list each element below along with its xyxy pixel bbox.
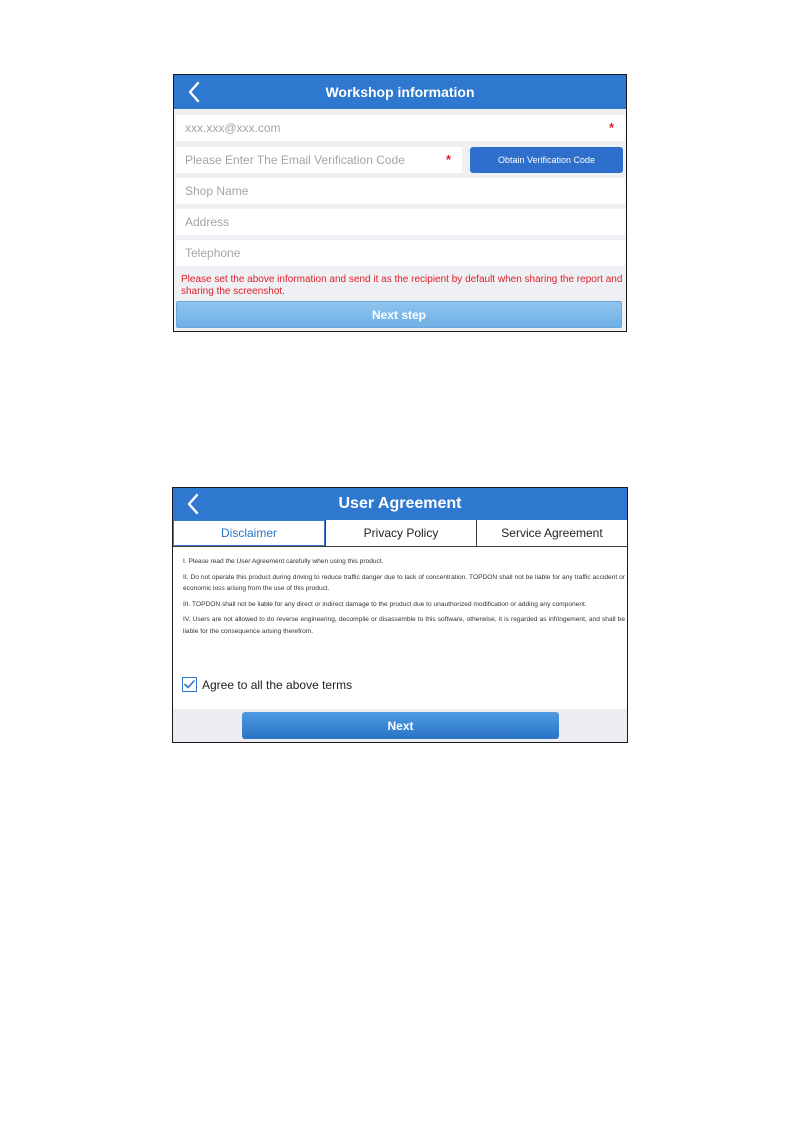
term-1: I. Please read the User Agreement carefully when using this product.: [183, 558, 384, 565]
verification-code-field[interactable]: [176, 147, 462, 173]
page-title: User Agreement: [338, 495, 462, 512]
tab-privacy-policy[interactable]: Privacy Policy: [325, 520, 476, 546]
agree-checkbox[interactable]: [182, 677, 197, 692]
term-3: III. TOPDON shall not be liable for any direct or indirect damage to the product due to unauthorized modification or adding any component.: [183, 600, 587, 608]
disclaimer-text: [183, 556, 625, 641]
verification-required-mark: *: [446, 152, 452, 167]
email-field[interactable]: [176, 115, 625, 141]
default-recipient-notice: Please set the above information and send it as the recipient by default when sharing the report and sharing the screenshot.: [181, 274, 623, 297]
term-2: II. Do not operate this product during driving to reduce traffic danger due to lack of concentration. TOPDON shall not be liable for any traffic accident or economic loss arising from the use of this product.: [183, 573, 625, 592]
user-agreement-screen: [172, 487, 628, 743]
tab-disclaimer[interactable]: Disclaimer: [173, 520, 325, 546]
obtain-verification-code-button[interactable]: Obtain Verification Code: [470, 147, 623, 173]
next-step-button[interactable]: Next step: [176, 301, 622, 328]
email-required-mark: *: [609, 120, 615, 135]
next-button[interactable]: Next: [242, 712, 559, 739]
agree-terms-row[interactable]: [182, 677, 352, 692]
telephone-field[interactable]: [176, 240, 625, 266]
agreement-tabs: [173, 520, 627, 547]
title-bar: [173, 488, 627, 520]
title-bar: [174, 75, 626, 109]
workshop-information-screen: [173, 74, 627, 332]
tab-service-agreement[interactable]: Service Agreement: [476, 520, 627, 546]
agree-label: Agree to all the above terms: [202, 677, 353, 692]
checkmark-icon: [184, 680, 195, 689]
term-4: IV. Users are not allowed to do reverse engineering, decompile or disassemble to this software, otherwise, it is regarded as infringement, and shall be liable for the consequence arising therefrom.: [183, 616, 625, 635]
footer-bar: [173, 709, 627, 742]
page-title: Workshop information: [325, 84, 475, 100]
shop-name-field[interactable]: [176, 178, 625, 204]
address-field[interactable]: [176, 209, 625, 235]
